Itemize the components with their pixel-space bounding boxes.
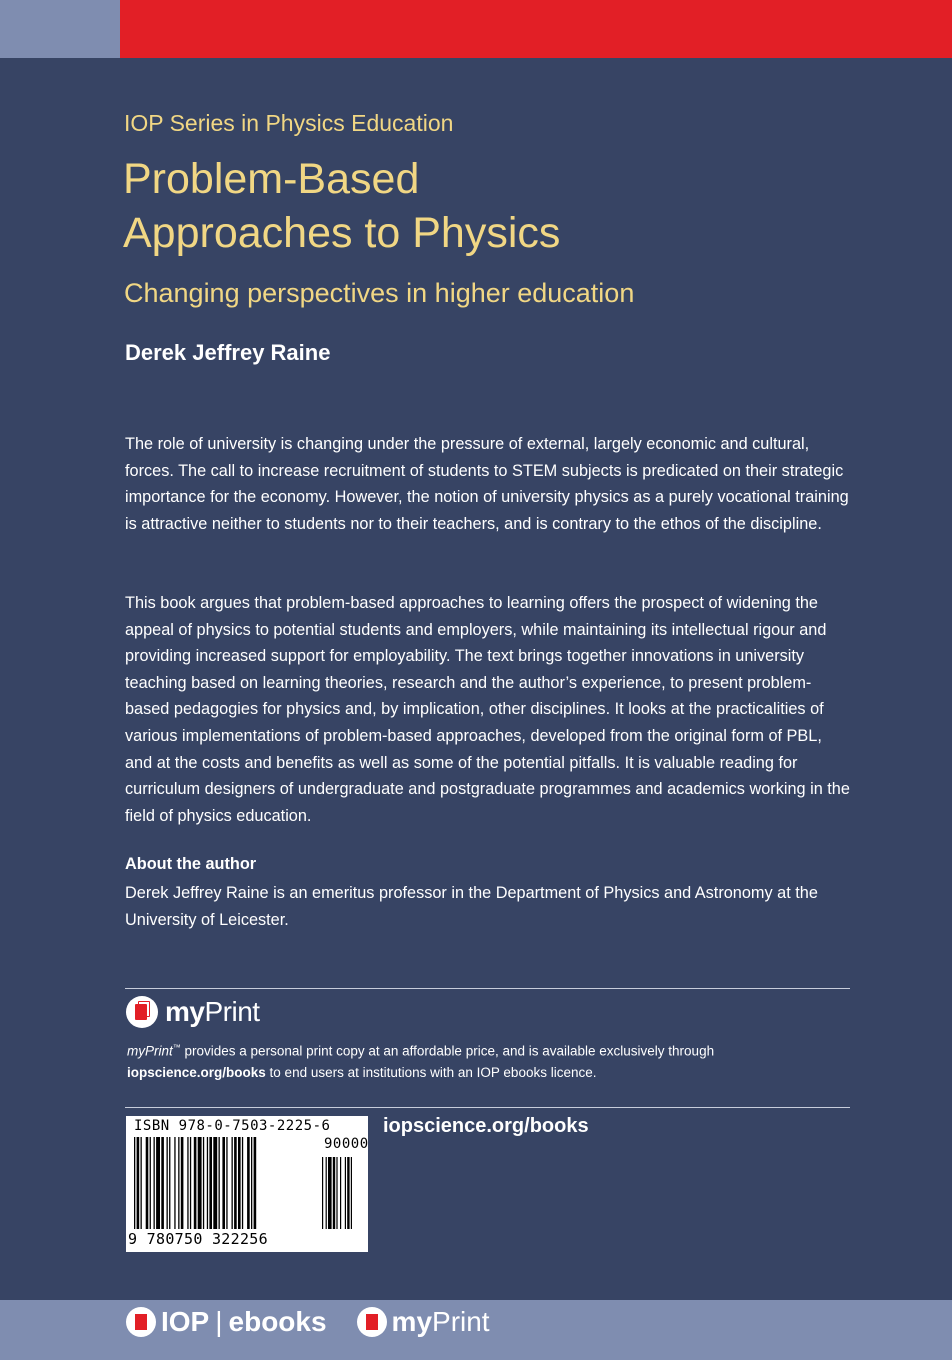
myprint-footer-bold: my	[391, 1306, 433, 1337]
book-subtitle: Changing perspectives in higher education	[124, 278, 635, 308]
description-paragraph-2: This book argues that problem-based approaches to learning offers the prospect of widening the appeal of physics to potential students and employers, while maintaining its intellectual rigour and providing increased support for employability. The text brings together innovations in university teaching based on learning theories, research and the author’s experience, to present problem-based pedagogies for physics and, by implication, other disciplines. It looks at the practicalities of various implementations of problem-based approaches, developed from the original form of PBL, and at the costs and benefits as well as some of the potential pitfalls. It is valuable reading for curriculum designers of undergraduate and postgraduate programmes and academics working in the field of physics education.	[125, 594, 850, 825]
description-paragraph-1: The role of university is changing under the pressure of external, largely economic and cultural, forces. The call to increase recruitment of students to STEM subjects is predicated on their strategic importance for the economy. However, the notion of university physics as a purely vocational training is attractive neither to students nor to their teachers, and is contrary to the ethos of the discipline.	[125, 435, 849, 533]
iop-logo-text: IOP	[161, 1306, 210, 1337]
divider-bottom	[125, 1107, 850, 1108]
barcode-bars	[132, 1137, 362, 1231]
myprint-brand: myPrint	[127, 1043, 173, 1059]
myprint-desc-text2: to end users at institutions with an IOP ebooks licence.	[265, 1064, 597, 1080]
isbn-label: ISBN 978-0-7503-2225-6	[134, 1118, 331, 1134]
ebooks-logo-text: ebooks	[228, 1306, 327, 1337]
isbn-barcode	[126, 1116, 368, 1252]
trademark-mark: ™	[172, 1043, 181, 1052]
series-title: IOP Series in Physics Education	[124, 110, 454, 136]
footer-logos	[126, 1304, 490, 1340]
author-name: Derek Jeffrey Raine	[125, 340, 331, 365]
price-code: 90000	[324, 1136, 369, 1152]
book-icon	[357, 1307, 387, 1337]
top-band-right	[120, 0, 952, 58]
book-title	[123, 152, 823, 260]
myprint-logo	[126, 994, 260, 1030]
myprint-desc-text1: provides a personal print copy at an affordable price, and is available exclusively through	[180, 1043, 715, 1059]
myprint-logo-regular: Print	[204, 996, 260, 1027]
book-title-line1: Problem-Based	[123, 155, 420, 203]
iop-logo-icon	[126, 1307, 156, 1337]
book-title-line2: Approaches to Physics	[123, 209, 561, 257]
iopscience-link[interactable]: iopscience.org/books	[383, 1115, 589, 1137]
book-icon	[126, 996, 158, 1028]
myprint-footer-regular: Print	[432, 1306, 490, 1337]
isbn-digits: 9 780750 322256	[128, 1230, 268, 1248]
myprint-logo-bold: my	[165, 996, 205, 1027]
about-author-heading: About the author	[125, 855, 257, 873]
about-author-text: Derek Jeffrey Raine is an emeritus professor in the Department of Physics and Astronomy at the University of Leicester.	[125, 884, 818, 929]
top-band-left	[0, 0, 120, 58]
myprint-desc-link[interactable]: iopscience.org/books	[127, 1064, 266, 1080]
logo-separator: |	[215, 1306, 223, 1337]
divider-top	[125, 988, 850, 989]
myprint-description	[127, 1037, 847, 1083]
